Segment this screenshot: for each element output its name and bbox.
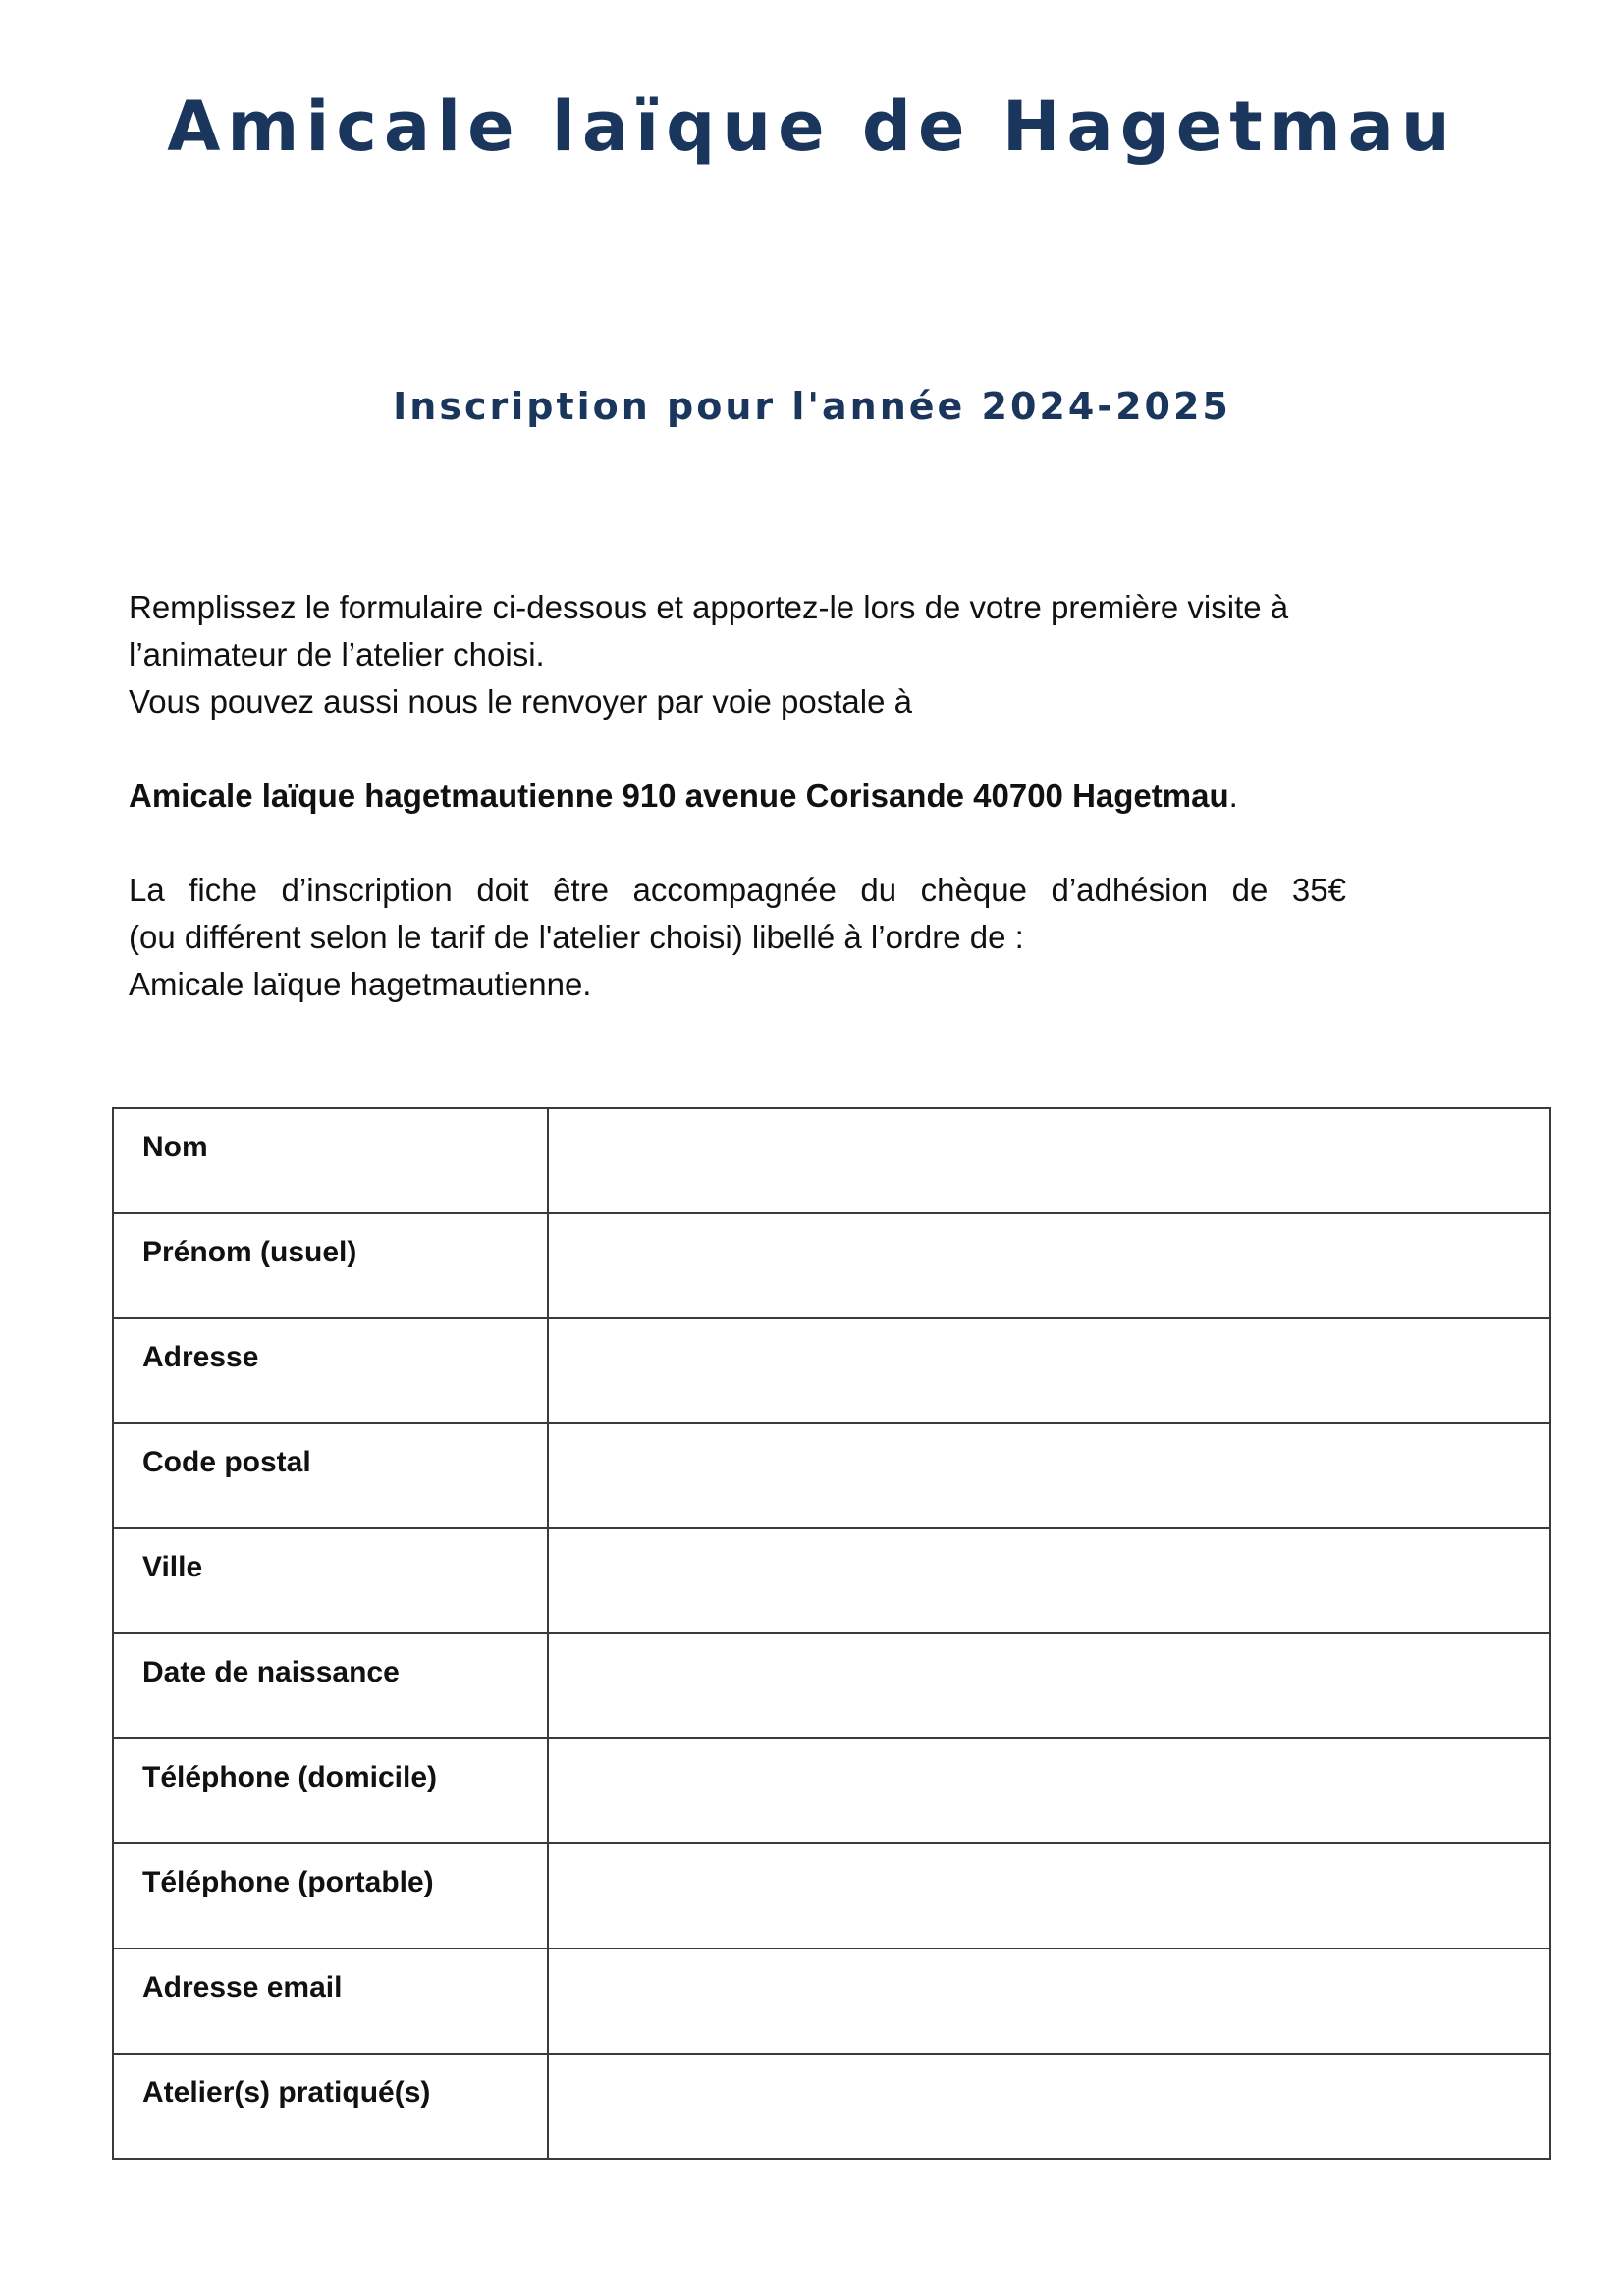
field-label-adresse: Adresse bbox=[113, 1318, 548, 1423]
field-value-nom[interactable] bbox=[548, 1108, 1550, 1213]
payment-word: de bbox=[1231, 872, 1269, 908]
field-label-telephone-portable: Téléphone (portable) bbox=[113, 1843, 548, 1949]
intro-line-1: Remplissez le formulaire ci-dessous et apportez-le lors de votre première visite à bbox=[129, 589, 1289, 625]
form-row-date-naissance bbox=[113, 1633, 1550, 1738]
form-row-telephone-domicile bbox=[113, 1738, 1550, 1843]
payment-word: d’inscription bbox=[281, 872, 453, 908]
form-row-ville bbox=[113, 1528, 1550, 1633]
payment-word: La bbox=[129, 872, 165, 908]
registration-form-table bbox=[112, 1107, 1551, 2160]
field-value-ateliers[interactable] bbox=[548, 2054, 1550, 2159]
field-value-date-naissance[interactable] bbox=[548, 1633, 1550, 1738]
intro-line-2: l’animateur de l’atelier choisi. bbox=[129, 636, 545, 672]
field-value-telephone-domicile[interactable] bbox=[548, 1738, 1550, 1843]
payment-word: du bbox=[860, 872, 897, 908]
field-value-email[interactable] bbox=[548, 1949, 1550, 2054]
page-subtitle: Inscription pour l'année 2024-2025 bbox=[393, 385, 1231, 428]
payment-word: fiche bbox=[189, 872, 257, 908]
postal-address bbox=[129, 773, 1405, 820]
form-row-ateliers bbox=[113, 2054, 1550, 2159]
payment-word: être bbox=[553, 872, 609, 908]
field-label-telephone-domicile: Téléphone (domicile) bbox=[113, 1738, 548, 1843]
field-label-date-naissance: Date de naissance bbox=[113, 1633, 548, 1738]
payment-word: 35€ bbox=[1291, 872, 1346, 908]
form-row-adresse bbox=[113, 1318, 1550, 1423]
payment-word: chèque bbox=[920, 872, 1027, 908]
payment-line-1 bbox=[129, 867, 1346, 914]
field-value-code-postal[interactable] bbox=[548, 1423, 1550, 1528]
field-label-nom: Nom bbox=[113, 1108, 548, 1213]
payment-line-3: Amicale laïque hagetmautienne. bbox=[129, 966, 592, 1002]
field-value-telephone-portable[interactable] bbox=[548, 1843, 1550, 1949]
field-label-ville: Ville bbox=[113, 1528, 548, 1633]
form-row-code-postal bbox=[113, 1423, 1550, 1528]
payment-word: d’adhésion bbox=[1051, 872, 1209, 908]
field-value-ville[interactable] bbox=[548, 1528, 1550, 1633]
payment-line-2: (ou différent selon le tarif de l'atelier choisi) libellé à l’ordre de : bbox=[129, 919, 1024, 955]
postal-address-bold: Amicale laïque hagetmautienne 910 avenue Corisande 40700 Hagetmau bbox=[129, 777, 1229, 814]
field-value-prenom[interactable] bbox=[548, 1213, 1550, 1318]
field-value-adresse[interactable] bbox=[548, 1318, 1550, 1423]
form-row-prenom bbox=[113, 1213, 1550, 1318]
form-row-email bbox=[113, 1949, 1550, 2054]
intro-line-3: Vous pouvez aussi nous le renvoyer par voie postale à bbox=[129, 683, 912, 720]
payment-word: doit bbox=[476, 872, 529, 908]
page-title: Amicale laïque de Hagetmau bbox=[167, 86, 1457, 167]
field-label-email: Adresse email bbox=[113, 1949, 548, 2054]
field-label-ateliers: Atelier(s) pratiqué(s) bbox=[113, 2054, 548, 2159]
payment-word: accompagnée bbox=[632, 872, 837, 908]
form-row-nom bbox=[113, 1108, 1550, 1213]
form-row-telephone-portable bbox=[113, 1843, 1550, 1949]
field-label-prenom: Prénom (usuel) bbox=[113, 1213, 548, 1318]
field-label-code-postal: Code postal bbox=[113, 1423, 548, 1528]
postal-address-period: . bbox=[1228, 777, 1238, 814]
intro-text bbox=[129, 584, 1405, 1008]
